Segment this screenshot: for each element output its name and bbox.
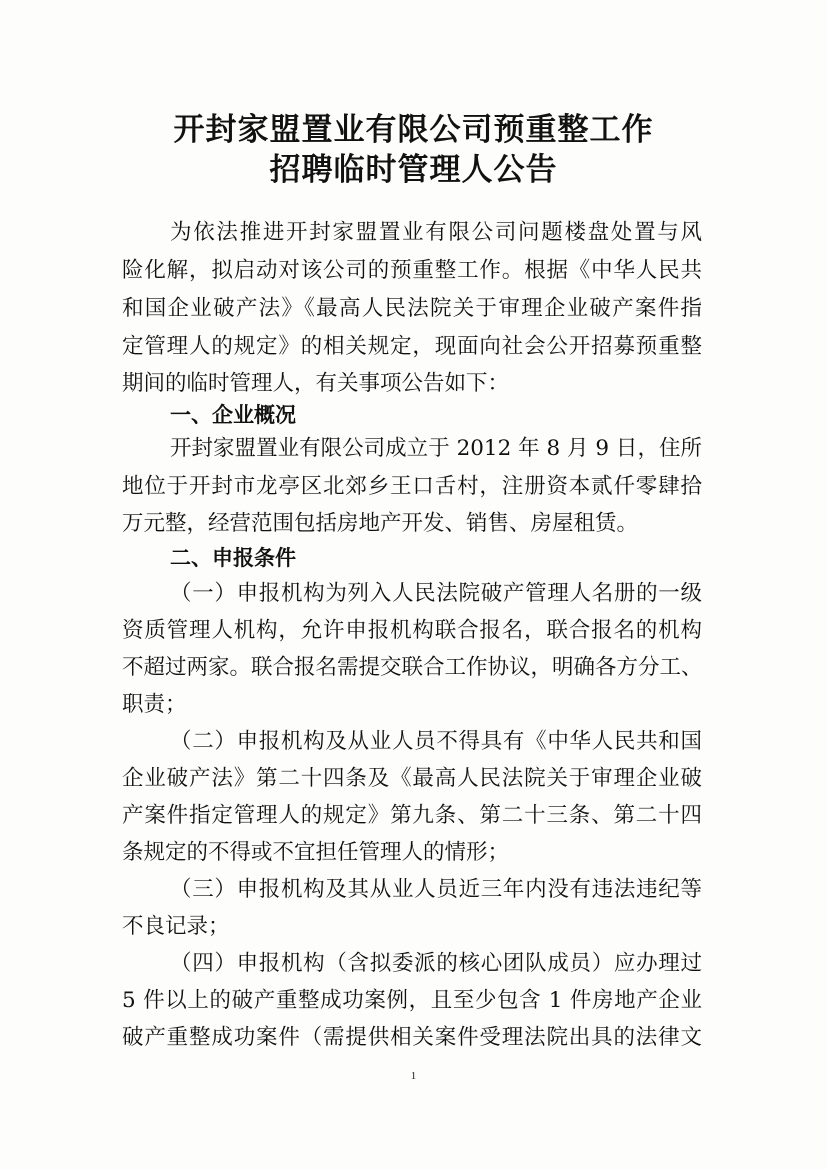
paragraph-line: 万元整，经营范围包括房地产开发、销售、房屋租赁。 xyxy=(122,511,639,536)
paragraph-line: 和国企业破产法》《最高人民法院关于审理企业破产案件指 xyxy=(122,296,702,321)
section-heading: 二、申报条件 xyxy=(170,546,296,570)
paragraph-line: 职责； xyxy=(122,692,187,717)
paragraph-line: 条规定的不得或不宜担任管理人的情形； xyxy=(122,840,510,865)
paragraph-line: 不超过两家。联合报名需提交联合工作协议，明确各方分工、 xyxy=(122,655,703,680)
paragraph-line: （三）申报机构及其从业人员近三年内没有违法违纪等 xyxy=(170,877,702,902)
paragraph-line: （二）申报机构及从业人员不得具有《中华人民共和国 xyxy=(170,729,702,754)
paragraph-line: 不良记录； xyxy=(122,914,230,939)
document-title-line-2: 招聘临时管理人公告 xyxy=(269,152,558,188)
paragraph-line: （一）申报机构为列入人民法院破产管理人名册的一级 xyxy=(170,581,702,606)
paragraph-line: 资质管理人机构，允许申报机构联合报名，联合报名的机构 xyxy=(122,618,702,643)
paragraph-line: 5 件以上的破产重整成功案例，且至少包含 1 件房地产企业 xyxy=(122,988,702,1013)
paragraph-line: 破产重整成功案件（需提供相关案件受理法院出具的法律文 xyxy=(122,1025,702,1050)
paragraph-line: 定管理人的规定》的相关规定，现面向社会公开招募预重整 xyxy=(122,334,702,359)
paragraph-line: 产案件指定管理人的规定》第九条、第二十三条、第二十四 xyxy=(122,803,702,828)
paragraph-line: 地位于开封市龙亭区北郊乡王口舌村，注册资本贰仟零肆拾 xyxy=(122,474,702,499)
document-title-line-1: 开封家盟置业有限公司预重整工作 xyxy=(173,112,654,148)
paragraph-line: 开封家盟置业有限公司成立于 2012 年 8 月 9 日，住所 xyxy=(170,436,702,461)
paragraph-line: 企业破产法》第二十四条及《最高人民法院关于审理企业破 xyxy=(122,766,702,791)
section-heading: 一、企业概况 xyxy=(170,403,296,427)
paragraph-line: 险化解，拟启动对该公司的预重整工作。根据《中华人民共 xyxy=(122,258,702,283)
paragraph-line: 期间的临时管理人，有关事项公告如下： xyxy=(122,371,510,396)
paragraph-line: （四）申报机构（含拟委派的核心团队成员）应办理过 xyxy=(170,951,702,976)
paragraph-line: 为依法推进开封家盟置业有限公司问题楼盘处置与风 xyxy=(170,220,702,245)
page-number: 1 xyxy=(410,1070,417,1082)
